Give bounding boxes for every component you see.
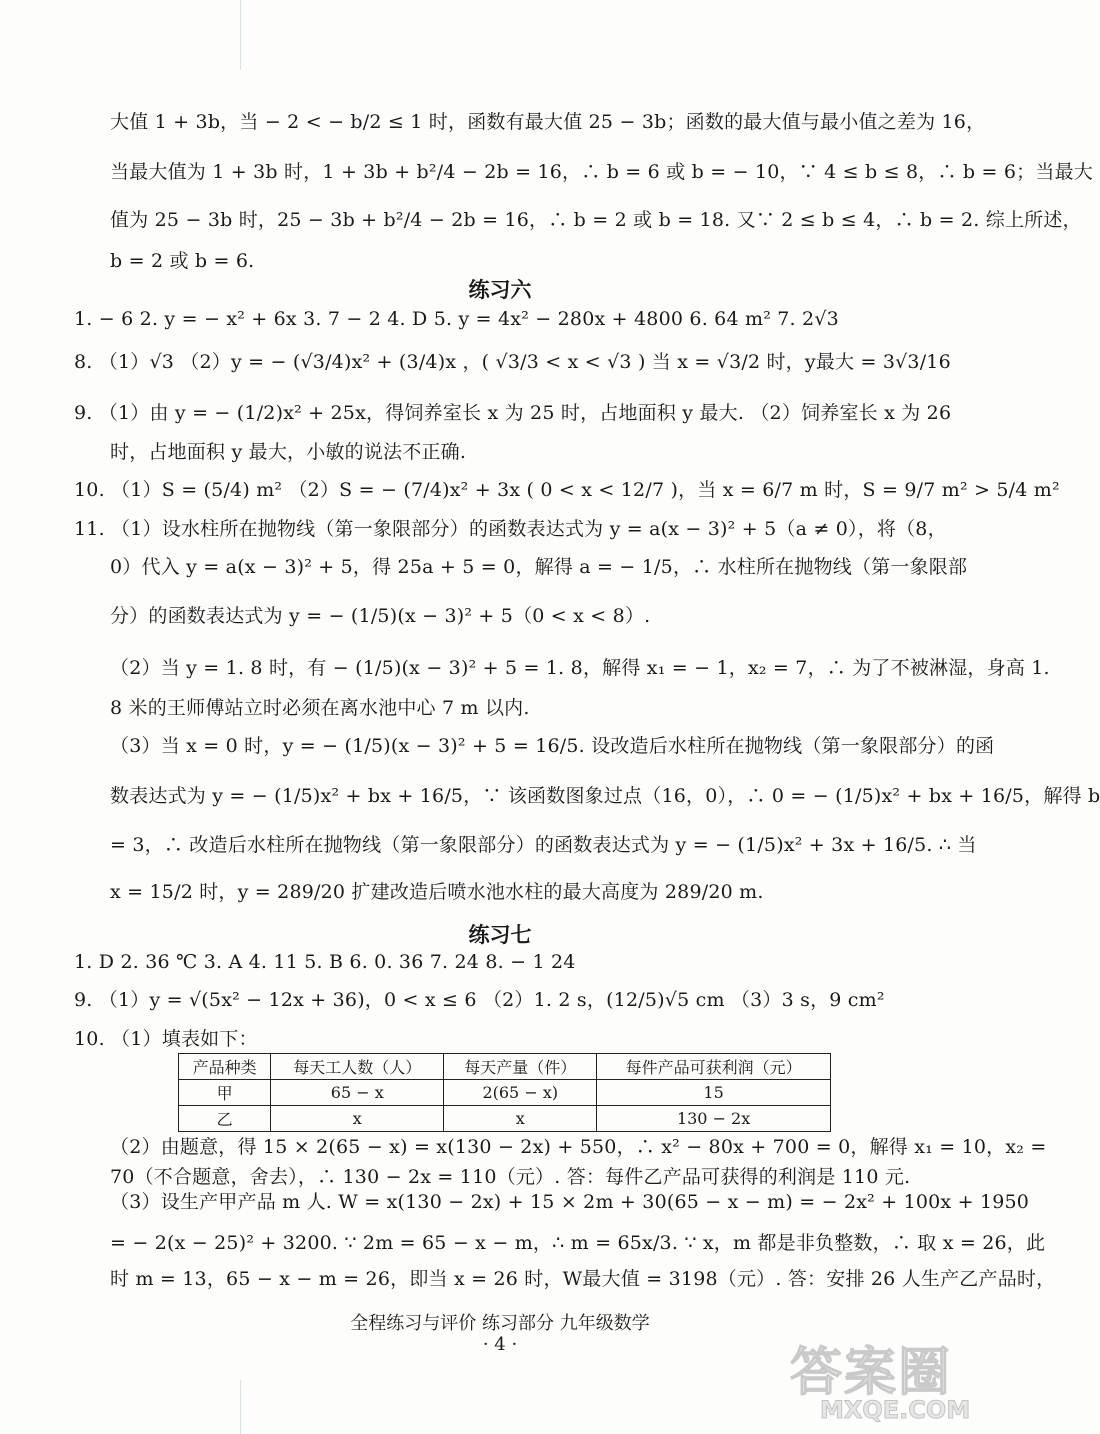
- text-line: 当最大值为 1 + 3b 时，1 + 3b + b²/4 − 2b = 16，∴ b = 6 或 b = − 10，∵ 4 ≤ b ≤ 8，∴ b = 6；当最大: [110, 161, 1093, 183]
- footer-book-title: 全程练习与评价 练习部分 九年级数学: [350, 1313, 650, 1334]
- text-line: 大值 1 + 3b，当 − 2 < − b/2 ≤ 1 时，函数有最大值 25 − 3b；函数的最大值与最小值之差为 16，: [110, 111, 986, 133]
- answer-line: 8 米的王师傅站立时必须在离水池中心 7 m 以内.: [110, 697, 530, 719]
- page-fold-line: [240, 1380, 241, 1434]
- section-heading-exercise-six: 练习六: [468, 277, 532, 302]
- answer-line: 9. （1）由 y = − (1/2)x² + 25x，得饲养室长 x 为 25 时，占地面积 y 最大. （2）饲养室长 x 为 26: [74, 402, 952, 424]
- answer-line: 时，占地面积 y 最大，小敏的说法不正确.: [110, 441, 467, 463]
- table-row: [179, 1080, 831, 1106]
- page-fold-line: [240, 0, 241, 70]
- table-cell: 2(65 − x): [444, 1080, 597, 1106]
- answer-line: 1. D 2. 36 ℃ 3. A 4. 11 5. B 6. 0. 36 7. 24 8. − 1 24: [74, 951, 576, 973]
- section-heading-exercise-seven: 练习七: [468, 922, 532, 947]
- product-table: [178, 1053, 831, 1132]
- answer-line: = − 2(x − 25)² + 3200. ∵ 2m = 65 − x − m，∴ m = 65x/3. ∵ x，m 都是非负整数，∴ 取 x = 26，此: [110, 1232, 1046, 1254]
- table-cell: 65 − x: [271, 1080, 444, 1106]
- table-header-row: [179, 1054, 831, 1080]
- answer-line: 8. （1）√3 （2）y = − (√3/4)x² + (3/4)x ，( √3/3 < x < √3 ) 当 x = √3/2 时，y最大 = 3√3/16: [74, 351, 951, 373]
- answer-line: 70（不合题意，舍去），∴ 130 − 2x = 110（元）. 答：每件乙产品可获得的利润是 110 元.: [110, 1166, 911, 1188]
- table-row: [179, 1106, 831, 1132]
- answer-line: 10. （1）S = (5/4) m² （2）S = − (7/4)x² + 3x ( 0 < x < 12/7 )，当 x = 6/7 m 时，S = 9/7 m² > 5/4 m²: [74, 479, 1060, 501]
- watermark-url: MXQE.COM: [820, 1396, 971, 1424]
- answer-line: 11. （1）设水柱所在抛物线（第一象限部分）的函数表达式为 y = a(x − 3)² + 5（a ≠ 0），将（8，: [74, 518, 947, 540]
- page-number: · 4 ·: [482, 1334, 518, 1355]
- answer-line: x = 15/2 时，y = 289/20 扩建改造后喷水池水柱的最大高度为 289/20 m.: [110, 881, 764, 903]
- answer-line: 数表达式为 y = − (1/5)x² + bx + 16/5，∵ 该函数图象过点（16，0），∴ 0 = − (1/5)x² + bx + 16/5，解得 b: [110, 785, 1100, 807]
- table-cell: 甲: [179, 1080, 271, 1106]
- table-header-cell: 每天工人数（人）: [271, 1054, 444, 1080]
- answer-line: 时 m = 13，65 − x − m = 26，即当 x = 26 时，W最大值 = 3198（元）. 答：安排 26 人生产乙产品时，: [110, 1268, 1056, 1290]
- watermark-logo: [790, 1330, 990, 1430]
- table-cell: x: [271, 1106, 444, 1132]
- answer-line: 9. （1）y = √(5x² − 12x + 36)，0 < x ≤ 6 （2）1. 2 s，(12/5)√5 cm （3）3 s，9 cm²: [74, 989, 885, 1011]
- answer-line: 1. − 6 2. y = − x² + 6x 3. 7 − 2 4. D 5. y = 4x² − 280x + 4800 6. 64 m² 7. 2√3: [74, 308, 839, 330]
- text-line: b = 2 或 b = 6.: [110, 250, 255, 272]
- table-header-cell: 每件产品可获利润（元）: [597, 1054, 831, 1080]
- text-line: 值为 25 − 3b 时，25 − 3b + b²/4 − 2b = 16，∴ b = 2 或 b = 18. 又∵ 2 ≤ b ≤ 4，∴ b = 2. 综上所述，: [110, 209, 1082, 231]
- table-cell: x: [444, 1106, 597, 1132]
- table-cell: 130 − 2x: [597, 1106, 831, 1132]
- answer-line: （2）由题意，得 15 × 2(65 − x) = x(130 − 2x) + 550，∴ x² − 80x + 700 = 0，解得 x₁ = 10，x₂ =: [110, 1136, 1047, 1158]
- table-cell: 15: [597, 1080, 831, 1106]
- answer-line: （2）当 y = 1. 8 时，有 − (1/5)(x − 3)² + 5 = 1. 8，解得 x₁ = − 1，x₂ = 7，∴ 为了不被淋湿，身高 1.: [110, 657, 1050, 679]
- answer-line: 分）的函数表达式为 y = − (1/5)(x − 3)² + 5（0 < x < 8）.: [110, 605, 651, 627]
- answer-line: 10. （1）填表如下：: [74, 1028, 258, 1050]
- table-header-cell: 每天产量（件）: [444, 1054, 597, 1080]
- answer-line: 0）代入 y = a(x − 3)² + 5，得 25a + 5 = 0，解得 a = − 1/5，∴ 水柱所在抛物线（第一象限部: [110, 556, 968, 578]
- answer-line: = 3，∴ 改造后水柱所在抛物线（第一象限部分）的函数表达式为 y = − (1/5)x² + 3x + 16/5. ∴ 当: [110, 834, 977, 856]
- answer-line: （3）当 x = 0 时，y = − (1/5)(x − 3)² + 5 = 16/5. 设改造后水柱所在抛物线（第一象限部分）的函: [110, 735, 995, 757]
- watermark-text: 答案圈: [790, 1343, 953, 1403]
- table-header-cell: 产品种类: [179, 1054, 271, 1080]
- table-cell: 乙: [179, 1106, 271, 1132]
- answer-line: （3）设生产甲产品 m 人. W = x(130 − 2x) + 15 × 2m + 30(65 − x − m) = − 2x² + 100x + 1950: [110, 1191, 1030, 1213]
